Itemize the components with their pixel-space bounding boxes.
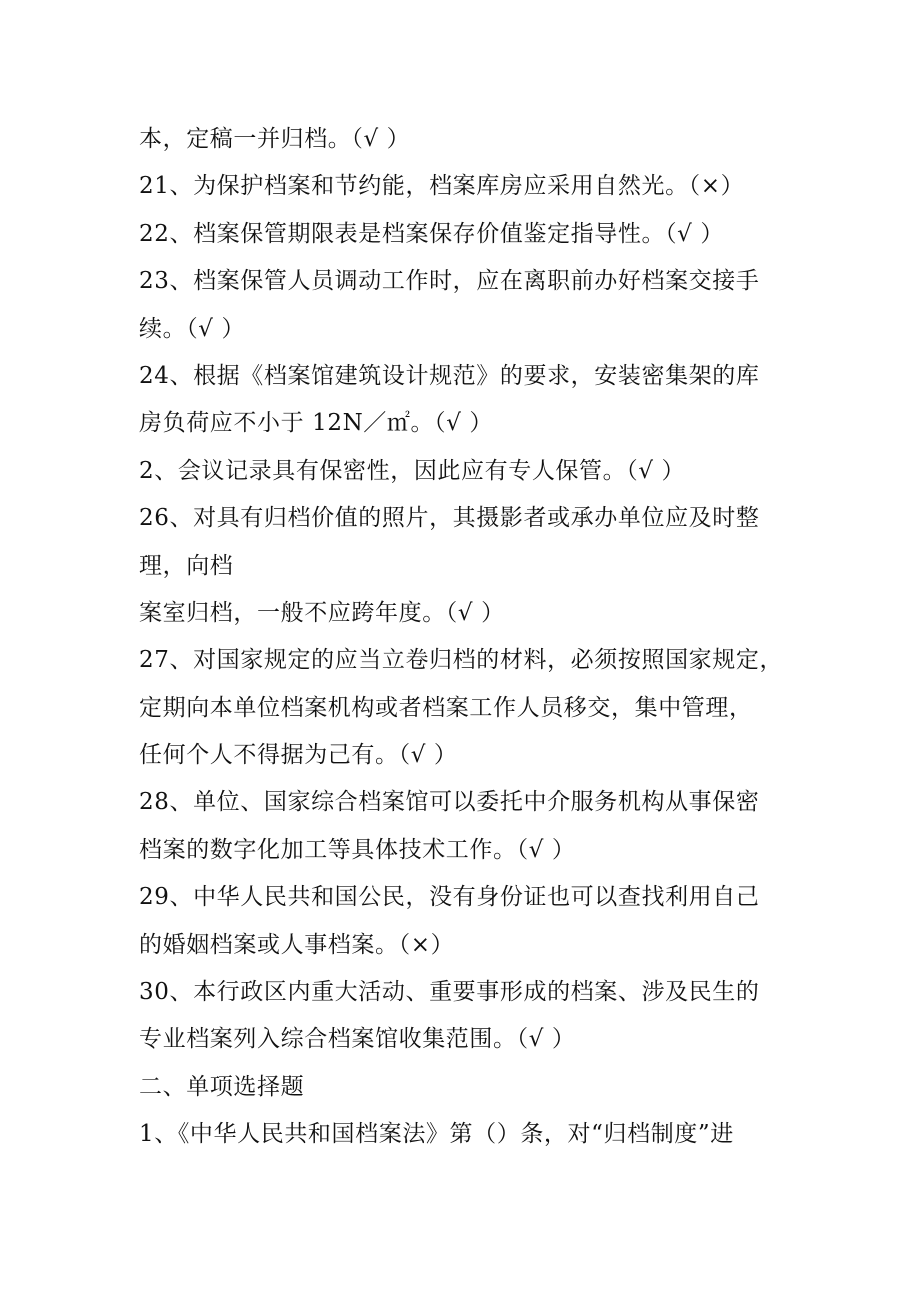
text-line: 24、根据《档案馆建筑设计规范》的要求，安装密集架的库 [139, 362, 760, 389]
text-line: 21、为保护档案和节约能，档案库房应采用自然光。（×） [139, 173, 745, 200]
text-line: 本，定稿一并归档。（√ ） [139, 126, 411, 152]
section-heading: 二、单项选择题 [139, 1073, 305, 1100]
text-line: 27、对国家规定的应当立卷归档的材料，必须按照国家规定， [139, 647, 784, 674]
document-body [139, 116, 799, 1159]
text-line: 2、会议记录具有保密性，因此应有专人保管。（√ ） [139, 457, 686, 484]
text-line: 档案的数字化加工等具体技术工作。（√ ） [139, 836, 576, 863]
text-line: 26、对具有归档价值的照片，其摄影者或承办单位应及时整 [139, 505, 760, 532]
text-line: 专业档案列入综合档案馆收集范围。（√ ） [139, 1026, 576, 1053]
text-line: 的婚姻档案或人事档案。（×） [139, 931, 455, 958]
text-line: 23、档案保管人员调动工作时，应在离职前办好档案交接手 [139, 268, 760, 295]
text-line: 案室归档，一般不应跨年度。（√ ） [139, 599, 505, 626]
text-line: 续。（√ ） [139, 315, 246, 342]
text-line: 理，向档 [139, 552, 234, 579]
text-line: 定期向本单位档案机构或者档案工作人员移交，集中管理， [139, 694, 753, 721]
text-line: 22、档案保管期限表是档案保存价值鉴定指导性。（√ ） [139, 220, 724, 247]
text-line: 28、单位、国家综合档案馆可以委托中介服务机构从事保密 [139, 789, 760, 816]
text-line: 29、中华人民共和国公民，没有身份证也可以查找利用自己 [139, 884, 760, 911]
text-line: 30、本行政区内重大活动、重要事形成的档案、涉及民生的 [139, 979, 760, 1006]
text-line: 1、《中华人民共和国档案法》第（）条，对“归档制度”进 [139, 1121, 734, 1148]
text-line: 房负荷应不小于 12N／㎡。（√ ） [139, 410, 493, 437]
text-line: 任何个人不得据为己有。（√ ） [139, 742, 458, 769]
